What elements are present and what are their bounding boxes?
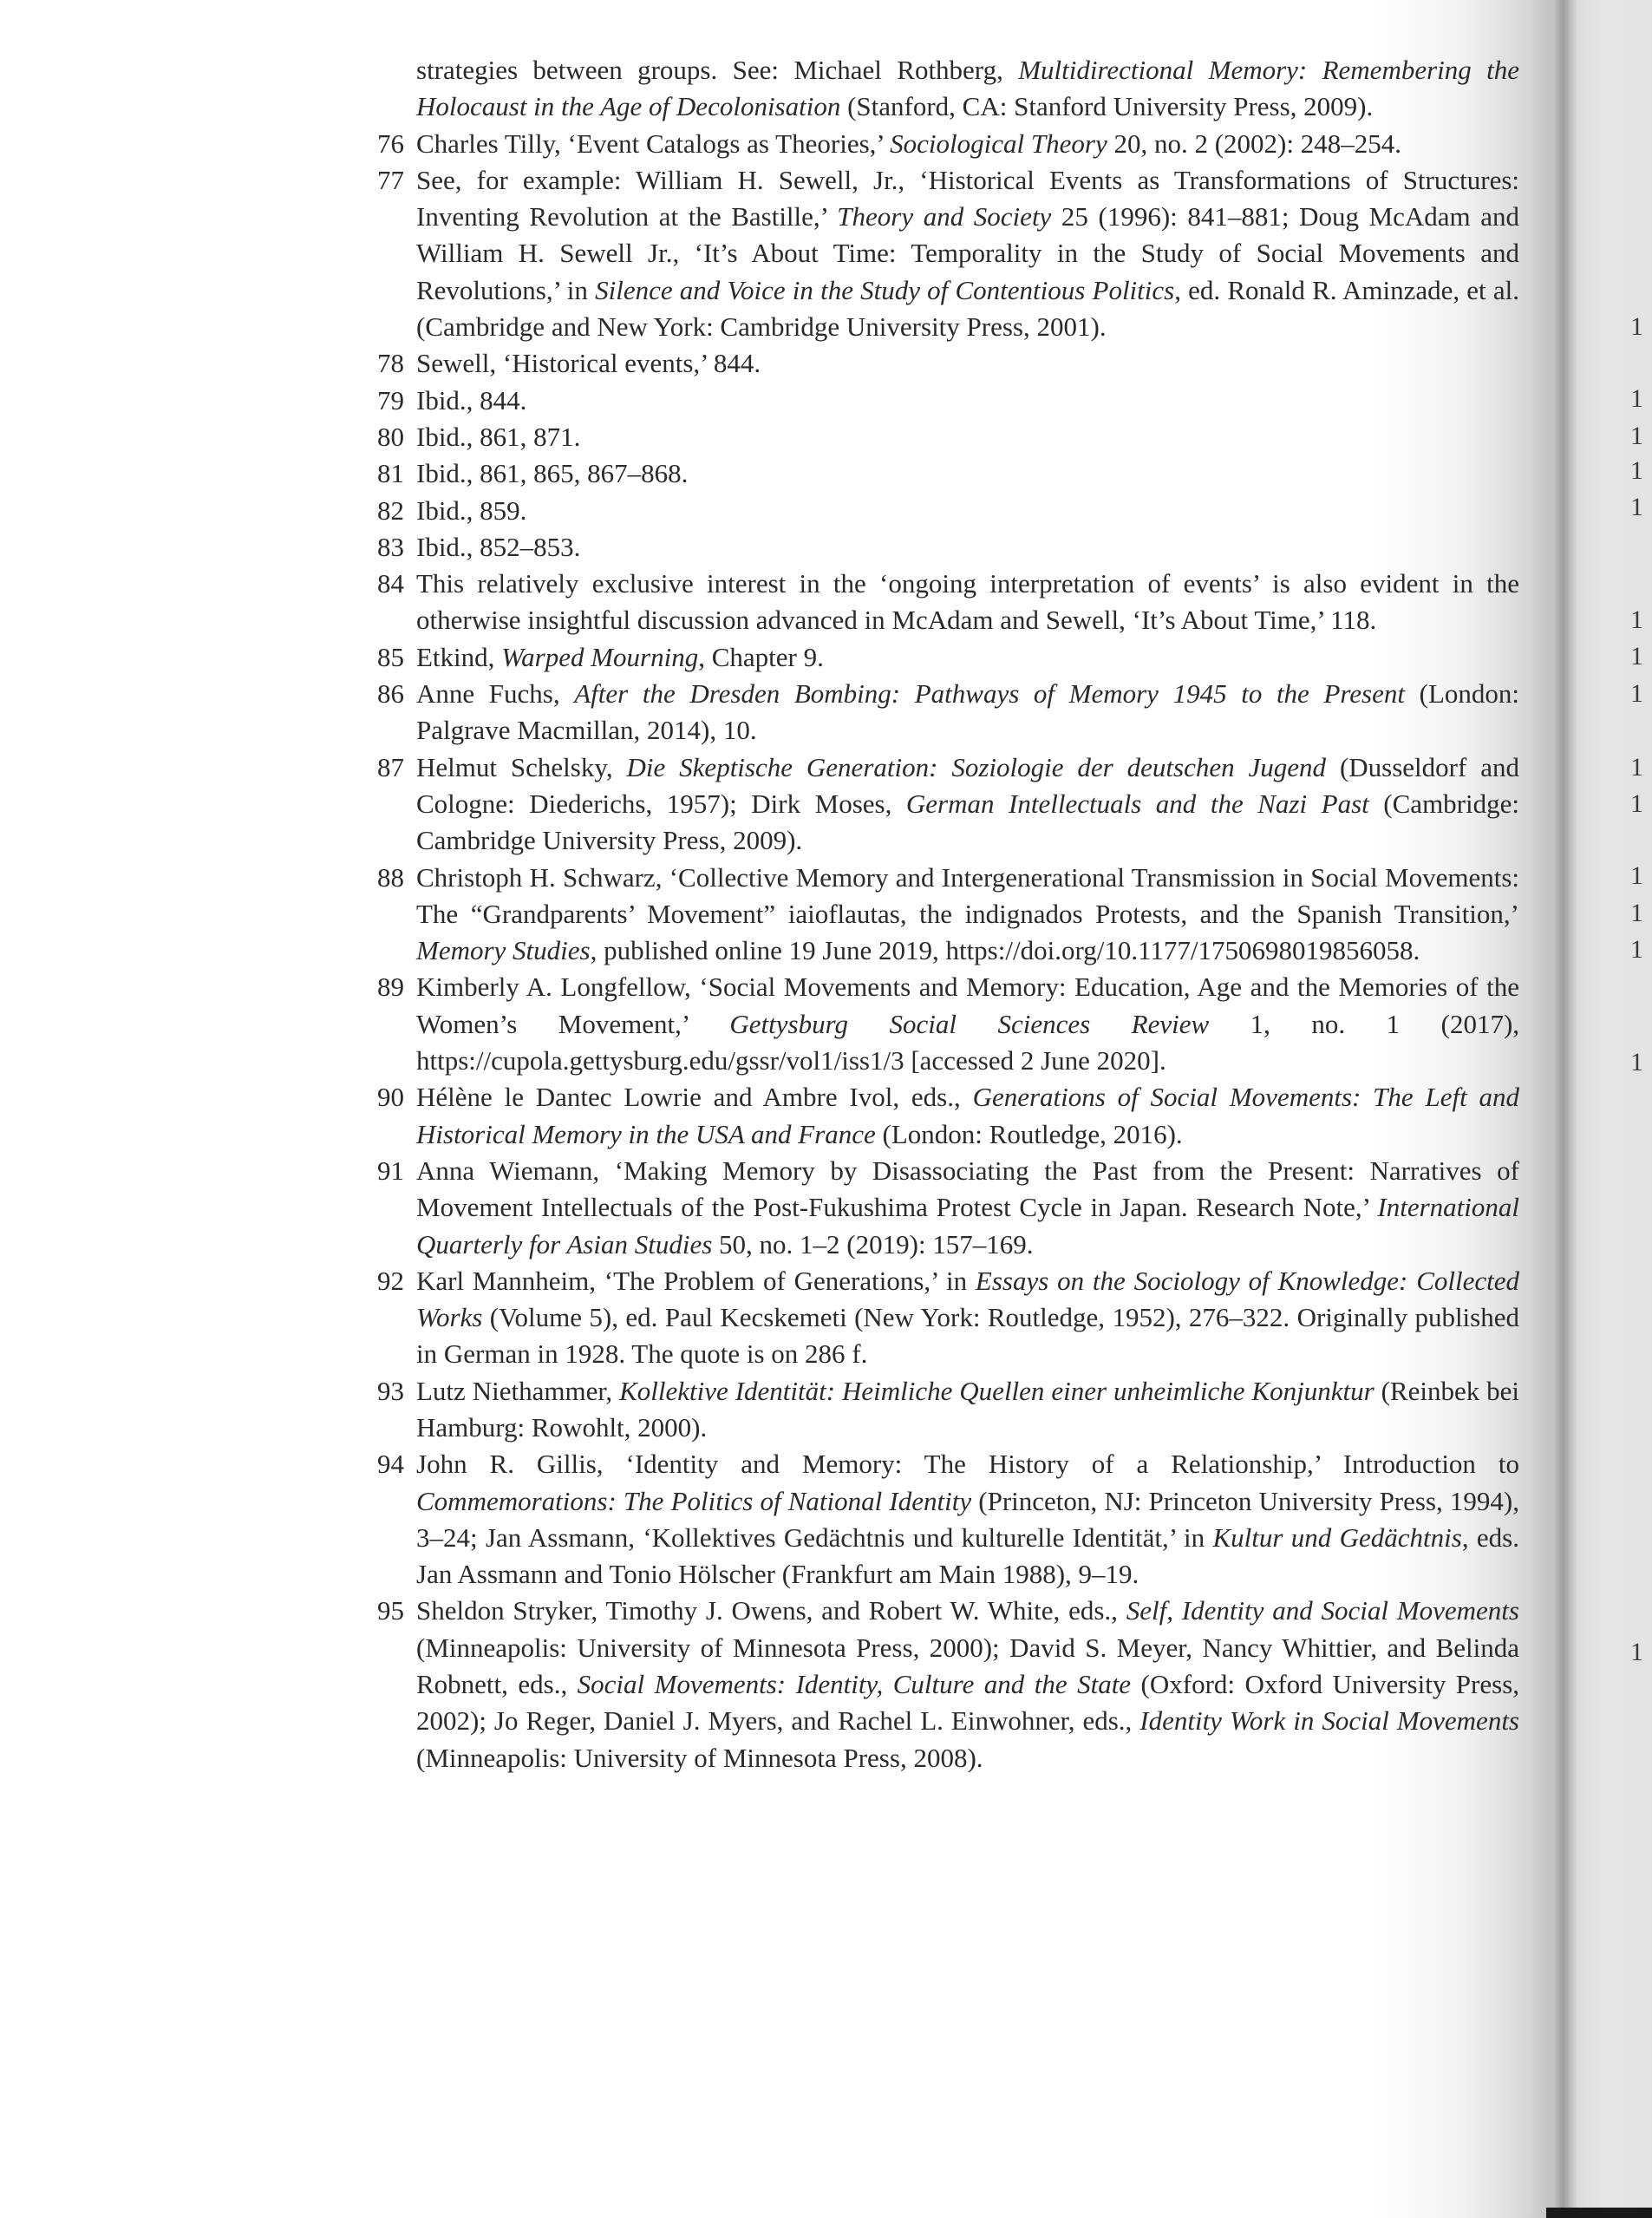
endnote [356,345,1519,382]
endnote [356,126,1519,162]
endnote-text: , eds. Jan Assmann and Tonio Hölscher (Frankfurt am Main 1988), 9–19. [416,1521,1519,1590]
endnote-text: (Volume 5), ed. Paul Kecskemeti (New York: Routledge, 1952), 276–322. Originally published in German in 1928. The quote is on 286 f. [416,1302,1519,1370]
endnote-title-italic: Warped Mourning [501,641,699,672]
endnote-text: Karl Mannheim, ‘The Problem of Generations,’ in [416,1265,976,1296]
endnote-title-italic: Silence and Voice in the Study of Contentious Politics [595,274,1175,305]
endnote [356,676,1519,749]
endnote [356,383,1519,419]
endnote-number: 88 [377,861,404,893]
endnote-title-italic: Identity Work in Social Movements [1139,1705,1519,1737]
endnote-title-italic: Memory Studies [416,935,591,966]
endnote-text: Etkind, [416,641,502,672]
next-page-note-fragment: 1 [1630,456,1643,485]
endnote-title-italic: Theory and Society [837,201,1052,232]
endnote-number: 79 [377,384,404,415]
endnote-text: Lutz Niethammer, [416,1375,620,1406]
next-page-note-fragment: 1 [1630,679,1643,708]
endnote-title-italic: International Quarterly for Asian Studies [416,1192,1519,1259]
next-page-note-fragment: 1 [1630,789,1643,818]
next-page-note-fragment: 1 [1630,642,1643,671]
endnote-number: 86 [377,678,404,710]
endnote-title-italic: Essays on the Sociology of Knowledge: Collected Works [416,1265,1519,1333]
endnote-text: Anne Fuchs, [416,678,575,710]
next-page-note-fragment: 1 [1630,1048,1643,1076]
endnote-text: Helmut Schelsky, [416,751,627,782]
page-corner-shadow [1546,2208,1652,2218]
endnote-number: 80 [377,421,404,452]
endnote-text: This relatively exclusive interest in the ‘ongoing interpretation of events’ is also evident in the otherwise insightful discussion advanced in McAdam and Sewell, ‘It’s About Time,’ 118. [416,568,1519,636]
endnote-text: strategies between groups. See: Michael Rothberg, [416,55,1019,85]
endnote-text: 1, no. 1 (2017), https://cupola.gettysburg.edu/gssr/vol1/iss1/3 [accessed 2 June 2020]. [416,1008,1520,1076]
endnote-title-italic: Kultur und Gedächtnis [1212,1521,1462,1553]
endnote [356,1446,1519,1593]
endnote [356,1079,1519,1153]
endnote [356,749,1519,860]
endnote [356,969,1519,1079]
next-page-edge [1577,0,1652,2218]
endnote-number: 84 [377,568,404,599]
endnote [356,419,1519,455]
endnote [356,639,1519,676]
endnote-title-italic: Social Movements: Identity, Culture and the State [577,1669,1132,1700]
endnote [356,493,1519,529]
endnote-text: , published online 19 June 2019, https://doi.org/10.1177/1750698019856058. [590,935,1420,966]
next-page-note-fragment: 1 [1630,493,1643,521]
next-page-note-fragment: 1 [1630,384,1643,413]
endnote [356,1263,1519,1373]
endnote-number: 81 [377,458,404,489]
endnote-text: (Oxford: Oxford University Press, 2002); Jo Reger, Daniel J. Myers, and Rachel L. Einwohner, eds., [416,1669,1520,1737]
endnote-title-italic: Self, Identity and Social Movements [1126,1595,1519,1626]
endnote-text: (London: Palgrave Macmillan, 2014), 10. [416,678,1520,746]
endnote-text: (Reinbek bei Hamburg: Rowohlt, 2000). [416,1375,1519,1443]
endnote [356,860,1519,970]
endnote-text: Ibid., 859. [416,494,527,526]
endnote-number: 90 [377,1082,404,1113]
endnote-number: 83 [377,531,404,562]
endnote-text: Ibid., 844. [416,384,527,415]
endnote-title-italic: German Intellectuals and the Nazi Past [905,788,1369,819]
endnote-number: 85 [377,641,404,672]
endnote-text: 25 (1996): 841–881; Doug McAdam and William H. Sewell Jr., ‘It’s About Time: Temporality in the Study of Social Movements and Revolutions,’ in [416,201,1520,305]
endnote-text: , ed. Ronald R. Aminzade, et al. (Cambridge and New York: Cambridge University Press, 2001). [416,274,1519,343]
endnote-text: Christoph H. Schwarz, ‘Collective Memory and Intergenerational Transmission in Social Movements: The “Grandparents’ Movement” iaioflautas, the indignados Protests, and the Spanish Transition,’ [416,861,1519,929]
endnote-text: (Cambridge: Cambridge University Press, 2009). [416,788,1519,856]
endnote-text: Kimberly A. Longfellow, ‘Social Movements and Memory: Education, Age and the Memories of the Women’s Movement,’ [416,972,1519,1039]
endnote-number: 95 [377,1595,404,1626]
endnote-text: John R. Gillis, ‘Identity and Memory: The History of a Relationship,’ Introduction to [416,1449,1519,1480]
endnote-number: 89 [377,972,404,1003]
endnote-text: , Chapter 9. [698,641,824,672]
endnote-title-italic: Gettysburg Social Sciences Review [729,1008,1210,1039]
endnote-text: (Minneapolis: University of Minnesota Press, 2000); David S. Meyer, Nancy Whittier, and Belinda Robnett, eds., [416,1632,1519,1700]
endnote-number: 94 [377,1449,404,1480]
endnote-text: (Princeton, NJ: Princeton University Press, 1994), 3–24; Jan Assmann, ‘Kollektives Gedächtnis und kulturelle Identität,’ in [416,1485,1520,1553]
endnote-number: 77 [377,164,404,195]
endnote-title-italic: Kollektive Identität: Heimliche Quellen einer unheimliche Konjunktur [619,1375,1374,1406]
next-page-note-fragment: 1 [1630,753,1643,782]
next-page-note-fragment: 1 [1630,605,1643,634]
next-page-note-fragment: 1 [1630,1638,1643,1666]
next-page-note-fragment: 1 [1630,899,1643,927]
endnote-number: 78 [377,348,404,379]
endnote [356,1153,1519,1263]
endnote-text: 50, no. 1–2 (2019): 157–169. [712,1228,1034,1259]
endnote-number: 87 [377,751,404,782]
endnote-title-italic: Sociological Theory [890,128,1107,159]
endnote [356,529,1519,566]
endnotes-list [356,52,1519,1776]
endnote-title-italic: Die Skeptische Generation: Soziologie der deutschen Jugend [626,751,1327,782]
endnote-text: (Minneapolis: University of Minnesota Press, 2008). [416,1742,983,1773]
endnote-text: (Dusseldorf and Cologne: Diederichs, 1957); Dirk Moses, [416,751,1519,819]
endnote-text: (Stanford, CA: Stanford University Press, 2009). [840,91,1374,122]
endnote-title-italic: Generations of Social Movements: The Left and Historical Memory in the USA and France [416,1082,1519,1149]
next-page-note-fragment: 1 [1630,422,1643,450]
endnote-text: Ibid., 861, 865, 867–868. [416,458,689,489]
next-page-note-fragment: 1 [1630,861,1643,890]
endnote-text: Sheldon Stryker, Timothy J. Owens, and Robert W. White, eds., [416,1595,1126,1626]
endnote-text: Ibid., 861, 871. [416,421,581,452]
endnote-title-italic: Multidirectional Memory: Remembering the Holocaust in the Age of Decolonisation [416,55,1520,122]
endnote [356,1593,1519,1776]
endnote-text: 20, no. 2 (2002): 248–254. [1107,128,1401,159]
endnote [356,1373,1519,1447]
endnote-number: 92 [377,1265,404,1296]
next-page-note-fragment: 1 [1630,312,1643,341]
endnote-title-italic: After the Dresden Bombing: Pathways of Memory 1945 to the Present [574,678,1405,710]
endnote-number: 82 [377,494,404,526]
next-page-note-fragment: 1 [1630,935,1643,964]
endnote-number: 93 [377,1375,404,1406]
endnote-text: Anna Wiemann, ‘Making Memory by Disassociating the Past from the Present: Narratives of Movement Intellectuals of the Post-Fukushima Protest Cycle in Japan. Research Note,’ [416,1155,1519,1223]
endnote-text: (London: Routledge, 2016). [875,1118,1183,1149]
endnote-text: Hélène le Dantec Lowrie and Ambre Ivol, eds., [416,1082,973,1113]
endnote [356,566,1519,639]
endnote-text: Ibid., 852–853. [416,531,581,562]
endnote-continuation [356,52,1519,126]
endnote-text: See, for example: William H. Sewell, Jr., ‘Historical Events as Transformations of Structures: Inventing Revolution at the Bastille,’ [416,164,1519,232]
endnote-text: Sewell, ‘Historical events,’ 844. [416,348,761,379]
endnote-title-italic: Commemorations: The Politics of National Identity [416,1485,972,1516]
endnote-text: Charles Tilly, ‘Event Catalogs as Theories,’ [416,128,891,159]
endnote-number: 76 [377,128,404,159]
endnote [356,455,1519,492]
endnote [356,162,1519,345]
endnote-number: 91 [377,1155,404,1186]
book-gutter [1552,0,1577,2218]
